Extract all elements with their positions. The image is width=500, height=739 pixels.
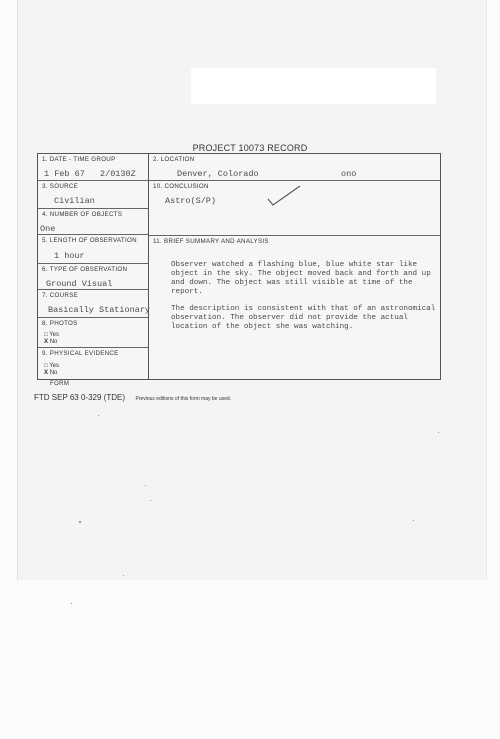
source-value: Civilian <box>54 196 95 206</box>
physical-evidence-label: 9. PHYSICAL EVIDENCE <box>42 350 119 357</box>
checkmark-icon <box>266 185 302 207</box>
conclusion-value: Astro(S/P) <box>165 196 217 206</box>
checkbox-empty-icon: □ <box>44 363 48 369</box>
date-time-group-label: 1. DATE - TIME GROUP <box>42 156 116 163</box>
checkbox-empty-icon: □ <box>44 332 48 338</box>
date-time-group-cell <box>38 154 148 181</box>
scan-speck <box>79 521 81 523</box>
physical-evidence-no-option[interactable] <box>44 370 57 377</box>
scan-speck <box>71 603 72 604</box>
photos-cell <box>38 318 148 348</box>
project-title: PROJECT 10073 RECORD <box>192 143 308 153</box>
physical-evidence-yes-label: Yes <box>49 363 59 369</box>
type-of-observation-cell <box>38 264 148 290</box>
physical-evidence-cell <box>38 348 148 379</box>
location-extra: ono <box>341 169 357 179</box>
photos-no-option[interactable] <box>44 339 57 346</box>
record-form <box>37 153 441 380</box>
footer-form-number: FTD SEP 63 0-329 (TDE) <box>34 393 125 402</box>
scan-speck <box>98 415 99 416</box>
source-label: 3. SOURCE <box>42 183 79 190</box>
photos-no-label: No <box>49 339 58 345</box>
time-value: 2/0130Z <box>100 169 136 179</box>
footer-form-word: FORM <box>50 381 70 387</box>
scan-speck <box>145 485 146 486</box>
conclusion-cell <box>149 181 440 236</box>
location-label: 2. LOCATION <box>153 156 195 163</box>
footer-note: Previous editions of this form may be used. <box>135 396 232 402</box>
source-cell <box>38 181 148 209</box>
type-of-observation-value: Ground Visual <box>46 279 113 289</box>
brief-summary-label: 11. BRIEF SUMMARY AND ANALYSIS <box>153 238 269 245</box>
checkbox-checked-icon: X <box>44 370 49 376</box>
length-of-observation-label: 5. LENGTH OF OBSERVATION <box>42 237 137 244</box>
number-of-objects-label: 4. NUMBER OF OBJECTS <box>42 211 123 218</box>
form-left-column <box>38 154 149 379</box>
scan-speck <box>150 500 151 501</box>
type-of-observation-label: 6. TYPE OF OBSERVATION <box>42 266 128 273</box>
physical-evidence-yes-option[interactable] <box>44 363 59 370</box>
photos-yes-label: Yes <box>49 332 59 338</box>
scan-speck <box>123 575 124 576</box>
form-footer <box>34 381 231 405</box>
number-of-objects-cell <box>38 209 148 235</box>
checkbox-checked-icon: X <box>44 339 49 345</box>
date-value: 1 Feb 67 <box>44 169 85 179</box>
length-of-observation-cell <box>38 235 148 264</box>
summary-paragraph-2: The description is consistent with that of an astronomical observation. The observer did not provide the actual location of the object she was watching. <box>171 305 436 331</box>
form-right-column <box>149 154 440 379</box>
location-cell <box>149 154 440 181</box>
scan-speck <box>438 432 439 433</box>
conclusion-label: 10. CONCLUSION <box>153 183 209 190</box>
location-value: Denver, Colorado <box>177 169 259 179</box>
summary-paragraph-1: Observer watched a flashing blue, blue white star like object in the sky. The object moved back and forth and up and down. The object was still visible at time of the report. <box>171 261 431 296</box>
course-cell <box>38 290 151 318</box>
course-label: 7. COURSE <box>42 292 79 299</box>
photos-label: 8. PHOTOS <box>42 320 78 327</box>
number-of-objects-value: One <box>40 224 56 234</box>
length-of-observation-value: 1 hour <box>54 251 85 261</box>
photos-yes-option[interactable] <box>44 332 59 339</box>
physical-evidence-no-label: No <box>49 370 58 376</box>
scan-speck <box>413 520 414 521</box>
course-value: Basically Stationary <box>48 305 151 315</box>
brief-summary-text <box>171 261 441 340</box>
redaction-box <box>191 68 436 104</box>
